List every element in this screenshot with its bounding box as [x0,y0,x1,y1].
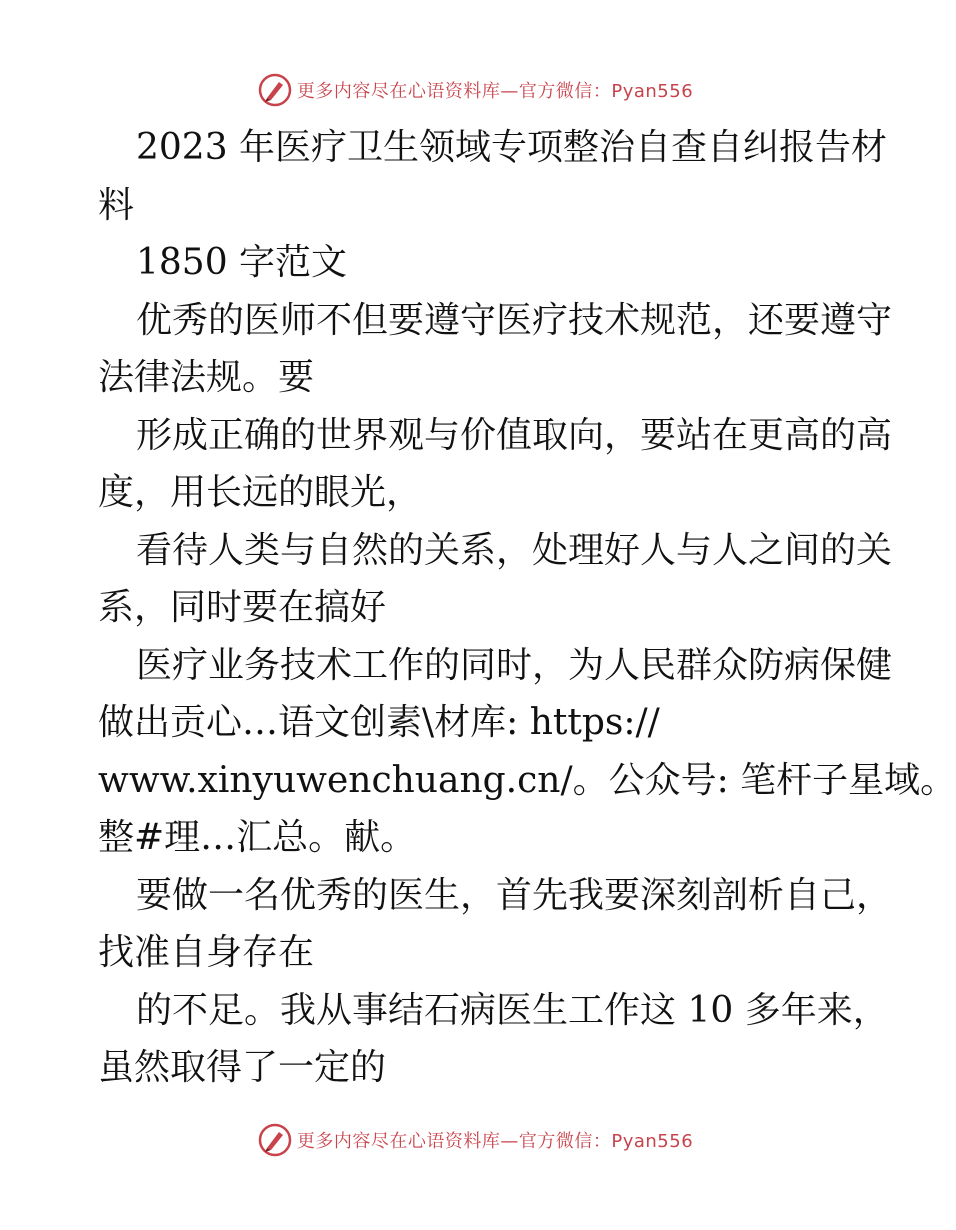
text-line: 1850 字范文 [136,242,348,283]
text-line: 优秀的医师不但要遵守医疗技术规范，还要遵守 [136,299,893,341]
text-line: 法律法规。要 [98,357,315,398]
banner-text: 更多内容尽在心语资料库—官方微信：Pyan556 [296,1131,694,1152]
text-line: 医疗业务技术工作的同时，为人民群众防病保健 [136,644,893,686]
header-banner [0,70,950,110]
text-line: 的不足。我从事结石病医生工作这 10 多年来， [136,989,889,1031]
text-line: www.xinyuwenchuang.cn/。公众号: 笔杆子星域。 [98,759,956,801]
text-line: 2023 年医疗卫生领域专项整治自查自纠报告材 [136,127,888,168]
text-line: 形成正确的世界观与价值取向，要站在更高的高 [136,414,893,456]
text-line: 料 [98,184,135,226]
document-body [98,119,956,1097]
pen-logo-icon [257,72,293,108]
text-line: 度，用长远的眼光， [98,472,423,513]
text-line: 找准自身存在 [98,932,315,973]
text-line: 看待人类与自然的关系，处理好人与人之间的关 [136,529,893,571]
banner-text: 更多内容尽在心语资料库—官方微信：Pyan556 [296,81,694,102]
text-line: 虽然取得了一定的 [98,1047,387,1088]
text-line: 做出贡心…语文创素\材库: https:// [98,702,660,743]
text-line: 整#理…汇总。献。 [98,817,417,858]
footer-banner [0,1120,950,1160]
pen-logo-icon [257,1122,293,1158]
text-line: 要做一名优秀的医生，首先我要深刻剖析自己， [136,874,893,916]
text-line: 系，同时要在搞好 [98,587,387,628]
